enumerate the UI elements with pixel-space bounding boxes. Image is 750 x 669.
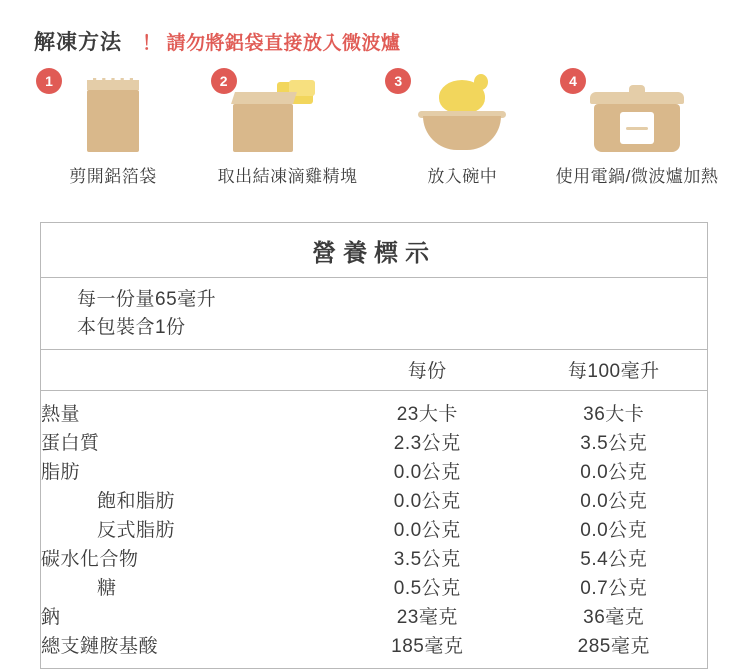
column-header-per-100ml: 每100毫升 <box>567 361 660 383</box>
table-row <box>41 601 707 630</box>
nutrient-name: 糖 <box>97 578 117 600</box>
table-row <box>41 572 707 601</box>
thaw-warning-text: 請勿將鋁袋直接放入微波爐 <box>166 32 401 54</box>
thaw-step-4 <box>552 68 722 187</box>
nutrient-per-100ml: 0.0公克 <box>580 491 648 513</box>
thaw-title: 解凍方法 <box>34 31 122 54</box>
nutrient-per-serving: 0.0公克 <box>393 520 461 542</box>
nutrient-per-serving: 0.5公克 <box>393 578 461 600</box>
column-header-per-serving: 每份 <box>407 361 447 383</box>
nutrition-table-body <box>41 391 707 669</box>
thaw-warning <box>142 28 401 55</box>
nutrition-table-head <box>41 350 707 391</box>
nutrition-facts-panel <box>40 222 708 669</box>
thaw-step-3-label: 放入碗中 <box>427 167 498 186</box>
step-number-badge: 2 <box>211 68 237 94</box>
thaw-step-3 <box>377 68 547 187</box>
serving-size: 每一份量65毫升 <box>77 289 217 310</box>
nutrient-per-100ml: 0.7公克 <box>580 578 648 600</box>
thaw-step-1-label: 剪開鋁箔袋 <box>69 167 157 186</box>
table-row <box>41 630 707 668</box>
nutrient-name: 熱量 <box>41 404 81 426</box>
table-row <box>41 427 707 456</box>
step-number-badge: 3 <box>385 68 411 94</box>
thaw-steps <box>0 68 750 187</box>
serving-info <box>41 278 707 350</box>
column-header-nutrient <box>41 350 334 391</box>
thaw-step-2-label: 取出結凍滴雞精塊 <box>217 167 358 186</box>
nutrient-per-serving: 23大卡 <box>396 404 458 426</box>
nutrient-name: 鈉 <box>41 607 61 629</box>
step-number-badge: 1 <box>36 68 62 94</box>
thaw-step-2 <box>203 68 373 187</box>
thaw-header <box>0 0 750 56</box>
table-row <box>41 391 707 428</box>
nutrient-per-100ml: 3.5公克 <box>580 433 648 455</box>
step-number-badge: 4 <box>560 68 586 94</box>
nutrition-title: 營養標示 <box>41 223 707 278</box>
nutrient-name: 碳水化合物 <box>41 549 139 571</box>
nutrient-per-serving: 23毫克 <box>396 607 458 629</box>
nutrient-per-100ml: 0.0公克 <box>580 462 648 484</box>
nutrient-per-100ml: 5.4公克 <box>580 549 648 571</box>
nutrient-per-100ml: 36大卡 <box>583 404 645 426</box>
servings-per-pack: 本包裝含1份 <box>77 316 186 338</box>
nutrition-table <box>41 350 707 668</box>
nutrient-per-serving: 0.0公克 <box>393 491 461 513</box>
thaw-instructions-section <box>0 0 750 187</box>
nutrient-name: 蛋白質 <box>41 433 100 455</box>
table-row <box>41 485 707 514</box>
table-row <box>41 456 707 485</box>
table-header-row <box>41 350 707 391</box>
nutrient-name: 脂肪 <box>41 462 81 484</box>
nutrient-per-serving: 185毫克 <box>391 636 464 658</box>
nutrient-name: 反式脂肪 <box>97 520 176 542</box>
warning-icon: ！ <box>142 32 162 54</box>
nutrient-per-serving: 2.3公克 <box>393 433 461 455</box>
nutrient-per-serving: 3.5公克 <box>393 549 461 571</box>
nutrient-name: 飽和脂肪 <box>97 491 176 513</box>
nutrient-per-100ml: 0.0公克 <box>580 520 648 542</box>
table-row <box>41 543 707 572</box>
nutrient-per-serving: 0.0公克 <box>393 462 461 484</box>
thaw-step-1 <box>28 68 198 187</box>
thaw-step-4-label: 使用電鍋/微波爐加熱 <box>555 167 719 186</box>
nutrient-per-100ml: 36毫克 <box>583 607 645 629</box>
nutrient-name: 總支鏈胺基酸 <box>41 636 159 658</box>
nutrient-per-100ml: 285毫克 <box>577 636 650 658</box>
table-row <box>41 514 707 543</box>
